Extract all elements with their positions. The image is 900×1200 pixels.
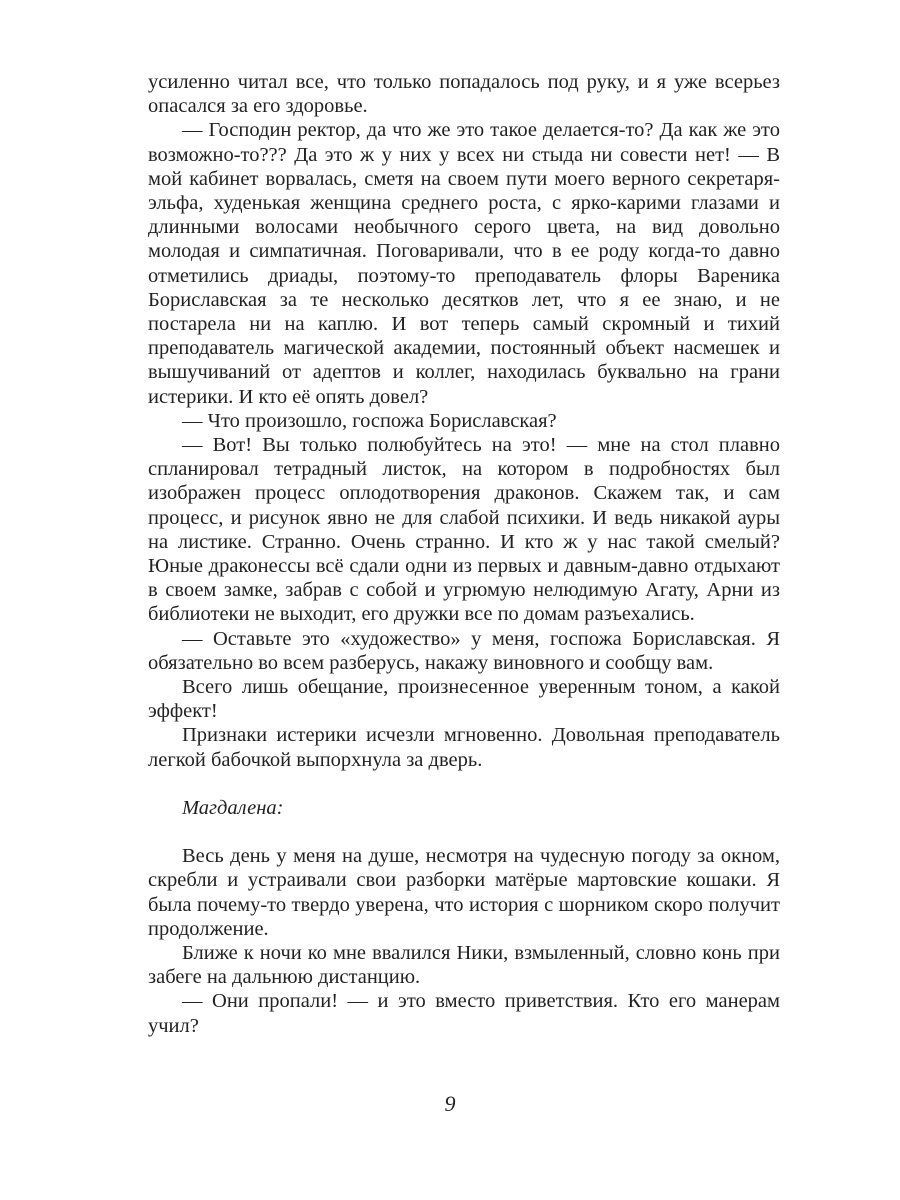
page-body xyxy=(148,70,780,1038)
paragraph: Ближе к ночи ко мне ввалился Ники, взмыленный, словно конь при забеге на дальнюю дистанцию. xyxy=(148,941,780,989)
paragraph: — Что произошло, госпожа Бориславская? xyxy=(182,409,557,432)
paragraph: — Они пропали! — и это вместо приветствия. Кто его манерам учил? xyxy=(148,990,780,1037)
paragraph: — Господин ректор, да что же это такое делается-то? Да как же это возможно-то??? Да это ж у них у всех ни стыда ни совести нет! — В мой кабинет ворвалась, сметя на своем пути моего верного секретаря-эльфа, худенькая женщина среднего роста, с ярко-карими глазами и длинными волосами необычного серого цвета, на вид довольно молодая и симпатичная. Поговаривали, что в ее роду когда-то давно отметились дриады, поэтому-то преподаватель флоры Вареника Бориславская за те несколько десятков лет, что я ее знаю, и не постарела ни на каплю. И вот теперь самый скромный и тихий преподаватель магической академии, постоянный объект насмешек и вышучиваний от адептов и коллег, находилась буквально на грани истерики. И кто её опять довел? xyxy=(148,119,780,408)
paragraph: Весь день у меня на душе, несмотря на чудесную погоду за окном, скребли и устраивали свои разборки матёрые мартовские кошаки. Я была почему-то твердо уверена, что история с шорником скоро получит продолжение. xyxy=(148,845,780,940)
paragraph: — Вот! Вы только полюбуйтесь на это! — мне на стол плавно спланировал тетрадный листок, на котором в подробностях был изображен процесс оплодотворения драконов. Скажем так, и сам процесс, и рисунок явно не для слабой психики. И ведь никакой ауры на листике. Странно. Очень странно. И кто ж у нас такой смелый? Юные драконессы всё сдали одни из первых и давным-давно отдыхают в своем замке, забрав с собой и угрюмую нелюдимую Агату, Арни из библиотеки не выходит, его дружки все по домам разъехались. xyxy=(148,434,780,626)
paragraph: Признаки истерики исчезли мгновенно. Довольная преподаватель легкой бабочкой выпорхнула за дверь. xyxy=(148,724,780,771)
paragraph: Всего лишь обещание, произнесенное уверенным тоном, а какой эффект! xyxy=(148,676,780,723)
paragraph: — Оставьте это «художество» у меня, госпожа Бориславская. Я обязательно во всем разберусь, накажу виновного и сообщу вам. xyxy=(148,627,780,674)
paragraph: усиленно читал все, что только попадалось под руку, и я уже всерьез опасался за его здоровье. xyxy=(148,71,780,118)
page-number: 9 xyxy=(444,1091,456,1116)
section-speaker-heading: Магдалена: xyxy=(182,796,284,819)
